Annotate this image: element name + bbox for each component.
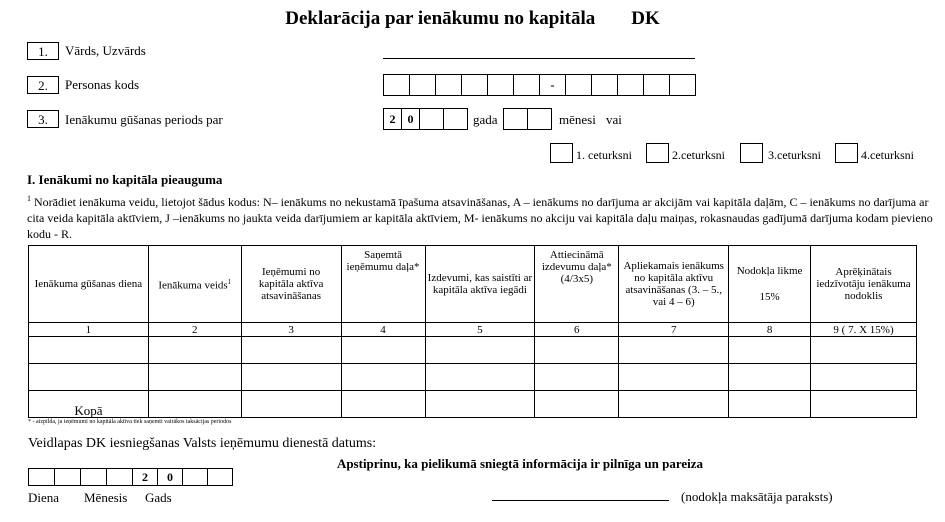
rate-value: 15% bbox=[759, 291, 780, 303]
field-1-label: Vārds, Uzvārds bbox=[65, 43, 146, 58]
quarter-4-label: 4.ceturksni bbox=[861, 148, 914, 162]
date-cell[interactable] bbox=[55, 468, 81, 486]
header-cell: Saņemtā ieņēmumu daļa* bbox=[341, 246, 425, 323]
col-number: 3 bbox=[241, 323, 341, 337]
table-cell[interactable] bbox=[619, 337, 729, 364]
form-code: DK bbox=[631, 8, 660, 29]
date-cell[interactable] bbox=[81, 468, 107, 486]
pk-cell[interactable] bbox=[644, 74, 670, 96]
year-input[interactable] bbox=[383, 108, 468, 130]
col-number: 2 bbox=[148, 323, 241, 337]
title-text: Deklarācija par ienākumu no kapitāla bbox=[285, 8, 596, 29]
form-title bbox=[0, 8, 945, 30]
table-cell[interactable] bbox=[811, 391, 917, 418]
table-cell[interactable] bbox=[148, 364, 241, 391]
table-cell[interactable] bbox=[535, 364, 619, 391]
signature-line[interactable] bbox=[492, 500, 669, 501]
table-cell[interactable] bbox=[29, 364, 149, 391]
date-cell[interactable] bbox=[29, 468, 55, 486]
year-digit: 2 bbox=[384, 108, 402, 130]
date-cell[interactable] bbox=[107, 468, 133, 486]
quarter-1-checkbox[interactable] bbox=[550, 143, 573, 163]
submission-label: Veidlapas DK iesniegšanas Valsts ieņēmumu dienestā datums: bbox=[28, 436, 377, 451]
date-label-day: Diena bbox=[28, 490, 60, 505]
pk-cell[interactable] bbox=[436, 74, 462, 96]
table-cell[interactable] bbox=[811, 364, 917, 391]
table-cell[interactable] bbox=[425, 391, 535, 418]
income-table bbox=[28, 245, 917, 418]
note-text: Norādiet ienākuma veidu, lietojot šādus kodus: N– ienākums no nekustamā īpašuma atsavināšanas, A – ienākums no darījuma ar akcijām vai kapitāla daļām, C – ienākums no darījuma ar cita veida kapitāla aktīviem, J –ienākums no jaukta veida darījumiem ar kapitāla aktīviem, M- ienākums no akciju vai kapitāla daļu maiņas, rokasnaudas gadījumā darījuma kodam pievieno kodu - R. bbox=[27, 195, 933, 241]
col-number: 4 bbox=[341, 323, 425, 337]
table-cell[interactable] bbox=[619, 364, 729, 391]
pk-cell[interactable] bbox=[566, 74, 592, 96]
col-number: 8 bbox=[729, 323, 811, 337]
table-cell[interactable] bbox=[241, 364, 341, 391]
header-cell: Ienākuma gūšanas diena bbox=[29, 246, 149, 323]
table-cell[interactable] bbox=[535, 337, 619, 364]
year-digit: 0 bbox=[402, 108, 420, 130]
table-cell[interactable] bbox=[425, 337, 535, 364]
number-row bbox=[29, 323, 917, 337]
field-2-label: Personas kods bbox=[65, 77, 140, 92]
header-text: Ienākuma veids bbox=[158, 279, 228, 292]
header-cell bbox=[148, 246, 241, 323]
table-cell[interactable] bbox=[811, 337, 917, 364]
field-3-label: Ienākumu gūšanas periods par bbox=[65, 112, 223, 127]
personas-kods-input[interactable] bbox=[383, 74, 696, 96]
quarter-3-label: 3.ceturksni bbox=[768, 148, 821, 162]
footnote: * - aizpilda, ja ieņēmumi no kapitāla aktīva tiek saņemti vairākos taksācijas periodos bbox=[28, 419, 232, 425]
pk-cell[interactable] bbox=[514, 74, 540, 96]
table-cell[interactable] bbox=[341, 337, 425, 364]
header-text: Nodokļa likme bbox=[736, 265, 803, 277]
pk-cell[interactable] bbox=[462, 74, 488, 96]
header-row bbox=[29, 246, 917, 323]
pk-cell[interactable] bbox=[384, 74, 410, 96]
menesi-label: mēnesi bbox=[559, 112, 596, 127]
table-cell[interactable] bbox=[729, 364, 811, 391]
date-cell[interactable] bbox=[183, 468, 208, 486]
vai-label: vai bbox=[606, 112, 622, 127]
table-cell[interactable] bbox=[148, 337, 241, 364]
total-row[interactable] bbox=[29, 391, 917, 418]
table-cell[interactable] bbox=[729, 337, 811, 364]
table-cell[interactable] bbox=[341, 364, 425, 391]
quarter-1-label: 1. ceturksni bbox=[576, 148, 632, 162]
quarter-3-checkbox[interactable] bbox=[740, 143, 763, 163]
table-cell[interactable] bbox=[425, 364, 535, 391]
header-sup: 1 bbox=[227, 278, 232, 287]
codes-note bbox=[27, 191, 937, 242]
table-cell[interactable] bbox=[341, 391, 425, 418]
header-cell: Aprēķinātais iedzīvotāju ienākuma nodoklis bbox=[811, 246, 917, 323]
pk-cell[interactable] bbox=[410, 74, 436, 96]
pk-cell[interactable] bbox=[670, 74, 696, 96]
date-digit: 2 bbox=[133, 468, 158, 486]
month-cell[interactable] bbox=[504, 108, 528, 130]
month-input[interactable] bbox=[503, 108, 552, 130]
table-cell[interactable] bbox=[729, 391, 811, 418]
table-cell[interactable] bbox=[148, 391, 241, 418]
header-cell: Apliekamais ienākums no kapitāla aktīvu atsavināšanas (3. – 5., vai 4 – 6) bbox=[619, 246, 729, 323]
header-cell: Attiecināmā izdevumu daļa* (4/3x5) bbox=[535, 246, 619, 323]
section-title: I. Ienākumi no kapitāla pieauguma bbox=[27, 172, 223, 187]
date-cell[interactable] bbox=[208, 468, 233, 486]
header-cell: Ieņēmumi no kapitāla aktīva atsavināšanas bbox=[241, 246, 341, 323]
pk-cell[interactable] bbox=[618, 74, 644, 96]
field-3-number: 3. bbox=[27, 110, 59, 128]
table-row[interactable] bbox=[29, 364, 917, 391]
field-1-number: 1. bbox=[27, 42, 59, 60]
date-input[interactable] bbox=[28, 468, 233, 486]
col-number: 5 bbox=[425, 323, 535, 337]
col-number: 9 ( 7. X 15%) bbox=[811, 323, 917, 337]
col-number: 1 bbox=[29, 323, 149, 337]
header-cell: Izdevumi, kas saistīti ar kapitāla aktīva iegādi bbox=[425, 246, 535, 323]
table-cell[interactable] bbox=[29, 337, 149, 364]
name-input-line[interactable] bbox=[383, 58, 695, 59]
month-cell[interactable] bbox=[528, 108, 552, 130]
confirmation-text: Apstiprinu, ka pielikumā sniegtā informācija ir pilnīga un pareiza bbox=[336, 456, 704, 471]
pk-cell[interactable] bbox=[592, 74, 618, 96]
signature-label: (nodokļa maksātāja paraksts) bbox=[681, 489, 833, 504]
total-label: Kopā bbox=[29, 391, 149, 418]
note-sup: 1 bbox=[27, 194, 31, 203]
quarter-2-checkbox[interactable] bbox=[646, 143, 669, 163]
table-row[interactable] bbox=[29, 337, 917, 364]
date-label-year: Gads bbox=[145, 490, 172, 505]
table-cell[interactable] bbox=[241, 337, 341, 364]
field-2-number: 2. bbox=[27, 76, 59, 94]
table-cell[interactable] bbox=[535, 391, 619, 418]
header-cell bbox=[729, 246, 811, 323]
date-digit: 0 bbox=[158, 468, 183, 486]
quarter-2-label: 2.ceturksni bbox=[672, 148, 725, 162]
year-cell[interactable] bbox=[420, 108, 444, 130]
col-number: 6 bbox=[535, 323, 619, 337]
year-cell[interactable] bbox=[444, 108, 468, 130]
table-cell[interactable] bbox=[241, 391, 341, 418]
table-cell[interactable] bbox=[619, 391, 729, 418]
gada-label: gada bbox=[473, 112, 498, 127]
date-label-month: Mēnesis bbox=[84, 490, 128, 505]
col-number: 7 bbox=[619, 323, 729, 337]
pk-separator: - bbox=[540, 74, 566, 96]
pk-cell[interactable] bbox=[488, 74, 514, 96]
quarter-4-checkbox[interactable] bbox=[835, 143, 858, 163]
